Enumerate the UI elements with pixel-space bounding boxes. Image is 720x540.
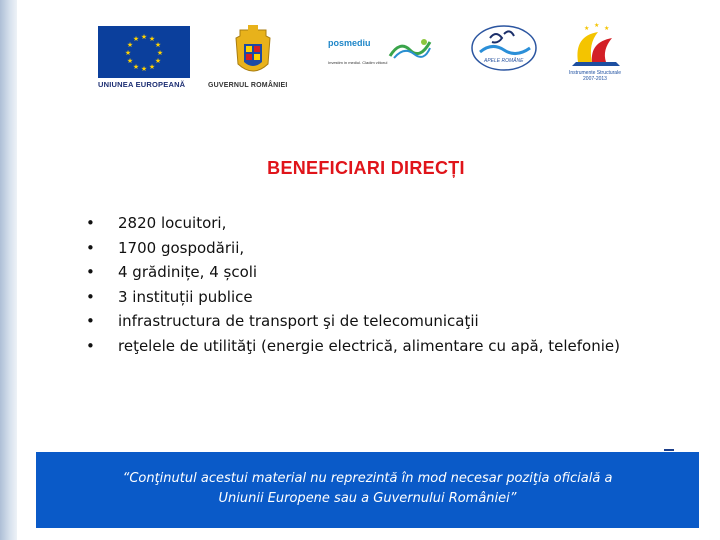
svg-text:★: ★ <box>594 22 600 29</box>
list-item <box>86 309 638 334</box>
list-item-text: 2820 locuitori, <box>118 214 227 232</box>
bullet-icon: • <box>86 287 95 306</box>
posmediu-tagline: Investim in mediul. Cladim viitorul <box>328 60 388 65</box>
disclaimer-line1: “Conţinutul acestui material nu reprezintă în mod necesar poziţia oficială a <box>122 471 613 486</box>
svg-text:★: ★ <box>126 57 134 65</box>
svg-text:★: ★ <box>148 63 156 71</box>
bullet-icon: • <box>86 312 95 330</box>
posmediu-name: posmediu <box>328 38 371 48</box>
svg-text:★: ★ <box>140 33 148 41</box>
posmediu-icon <box>386 36 432 60</box>
list-item-text: reţelele de utilităţi (energie electrică, alimentare cu apă, telefonie) <box>118 336 620 355</box>
bullet-icon: • <box>86 336 95 355</box>
romania-coat-of-arms-icon <box>230 24 276 80</box>
svg-text:★: ★ <box>154 57 162 65</box>
svg-text:★: ★ <box>124 49 132 57</box>
svg-text:★: ★ <box>148 35 156 43</box>
instrumente-structurale-icon <box>564 22 626 70</box>
bullet-icon: • <box>86 263 95 281</box>
bullet-icon: • <box>86 214 95 232</box>
svg-text:★: ★ <box>154 41 162 49</box>
list-item <box>86 285 638 310</box>
disclaimer-box <box>36 452 699 528</box>
svg-text:★: ★ <box>132 35 140 43</box>
svg-text:★: ★ <box>140 65 148 73</box>
list-item <box>86 236 638 261</box>
slide-title: BENEFICIARI DIRECȚI <box>267 158 465 178</box>
beneficiaries-list <box>86 211 638 358</box>
bullet-icon: • <box>86 238 95 257</box>
instrumente-caption-line1: Instrumente Structurale <box>569 70 621 76</box>
list-item <box>86 211 638 236</box>
eu-flag-icon <box>98 26 190 78</box>
disclaimer-line2: Uniunii Europene sau a Guvernului României” <box>218 491 517 506</box>
gov-caption: GUVERNUL ROMÂNIEI <box>208 82 288 89</box>
svg-text:★: ★ <box>132 63 140 71</box>
list-item-text: 3 instituții publice <box>118 287 253 306</box>
apele-caption: APELE ROMÂNE <box>484 58 524 64</box>
list-item <box>86 334 638 359</box>
list-item <box>86 260 638 285</box>
list-item-text: 4 grădinițe, 4 școli <box>118 263 258 281</box>
list-item-text: infrastructura de transport şi de telecomunicaţii <box>118 312 479 330</box>
list-item-text: 1700 gospodării, <box>118 238 245 257</box>
posmediu-logo <box>328 36 434 68</box>
apele-romane-logo-icon <box>470 24 538 72</box>
instrumente-caption-line2: 2007-2013 <box>583 76 607 82</box>
instrumente-caption <box>558 70 632 82</box>
eu-caption: UNIUNEA EUROPEANĂ <box>98 80 186 89</box>
svg-text:★: ★ <box>604 25 610 32</box>
disclaimer-text <box>36 469 699 509</box>
decorative-dash <box>664 449 674 451</box>
svg-text:★: ★ <box>156 49 164 57</box>
left-decorative-bar <box>0 0 17 540</box>
svg-text:★: ★ <box>584 25 590 32</box>
svg-text:★: ★ <box>126 41 134 49</box>
